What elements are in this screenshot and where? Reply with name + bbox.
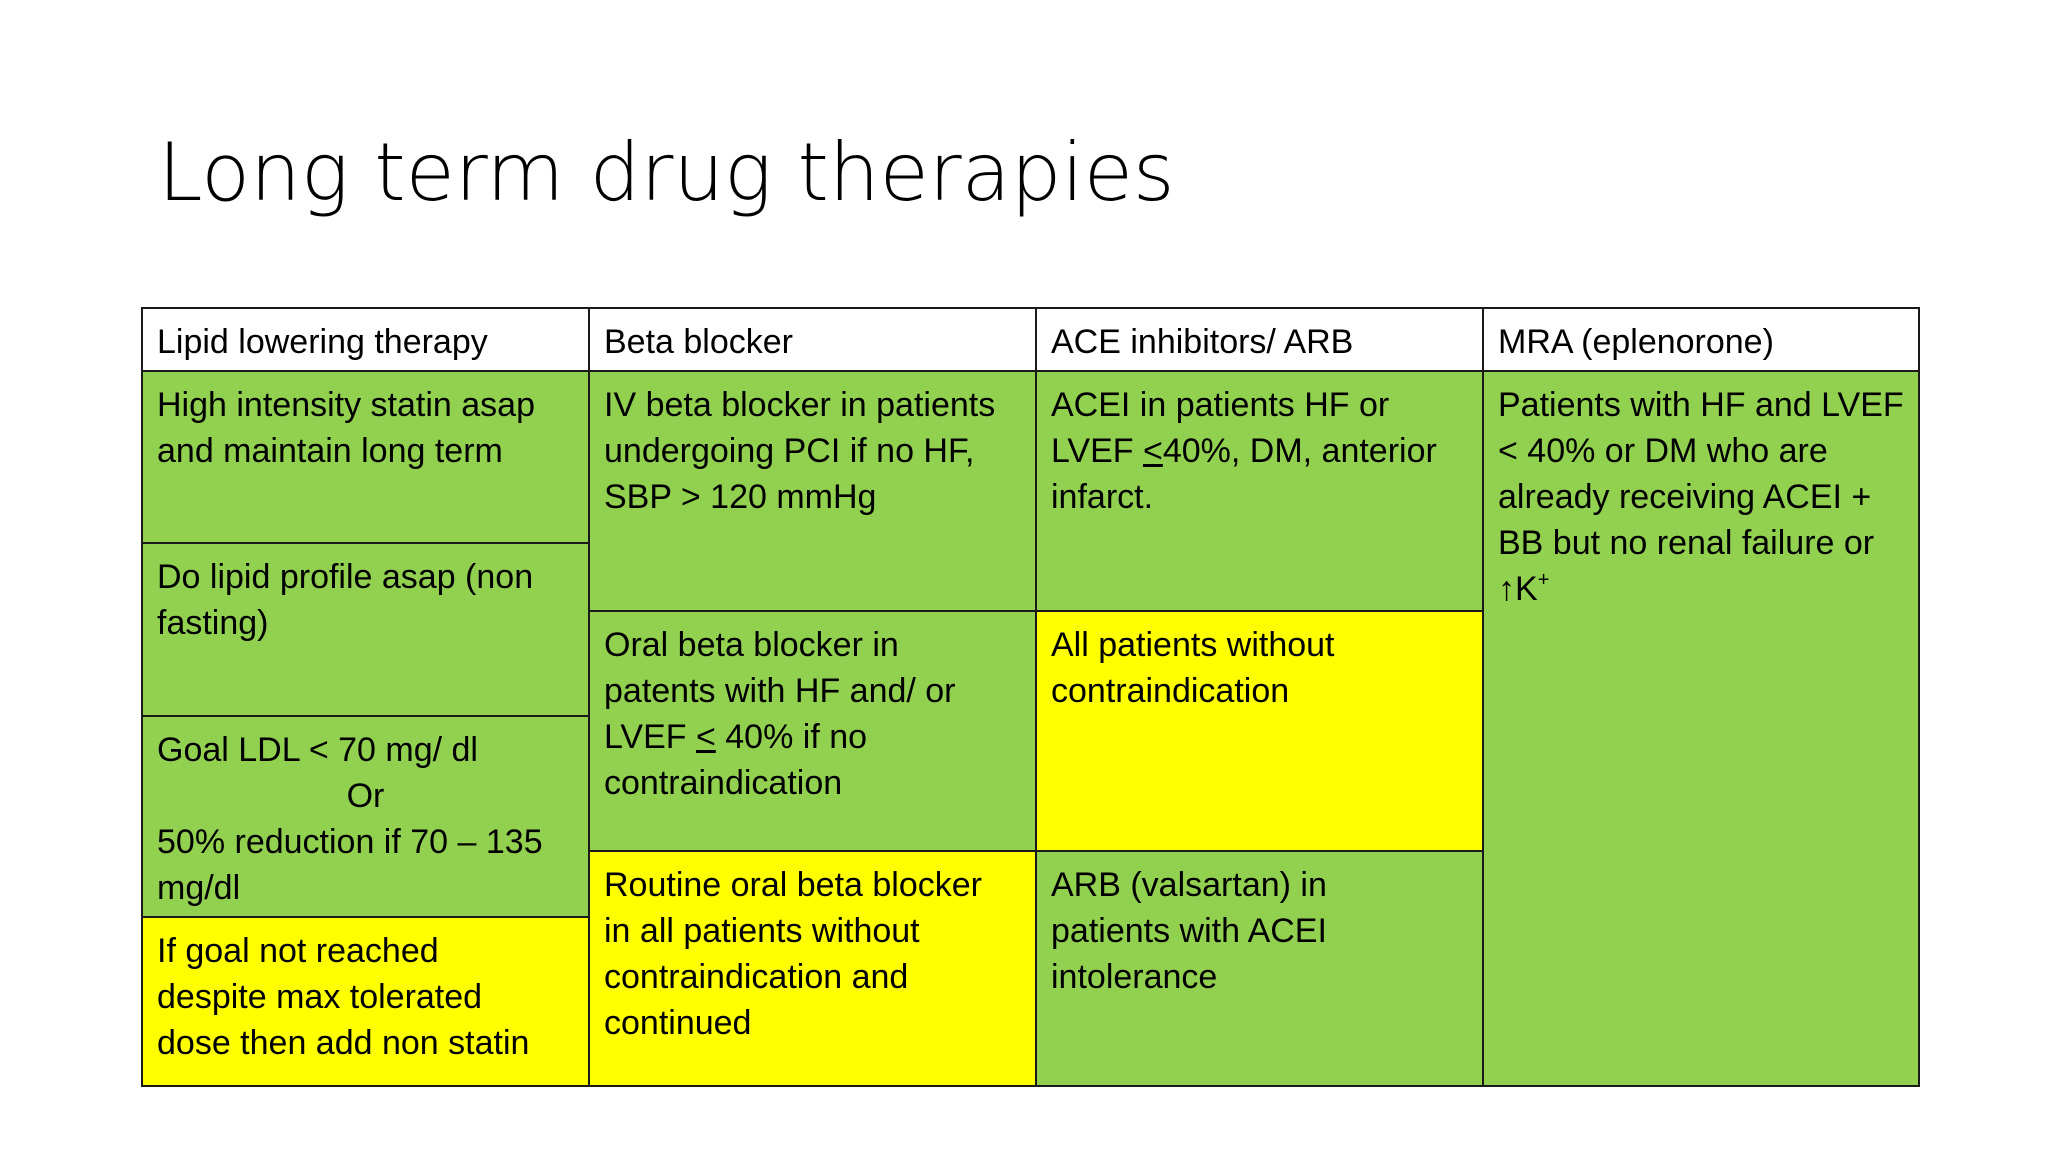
cell-text-line: patients with ACEI (1051, 912, 1327, 950)
cell-iv-beta-blocker (590, 372, 1037, 612)
cell-text-line: contraindication (604, 764, 843, 802)
superscript-plus: + (1537, 568, 1550, 591)
cell-text-line: continued (604, 1004, 752, 1042)
header-ace-label: ACE inhibitors/ ARB (1051, 323, 1354, 361)
cell-text-line: infarct. (1051, 478, 1154, 516)
cell-text-line-lvef (1051, 428, 1468, 474)
cell-text-line-lvef (604, 714, 1021, 760)
cell-text-line: fasting) (157, 604, 269, 642)
slide-title: Long term drug therapies (158, 126, 1175, 219)
cell-text-line: 50% reduction if 70 – 135 (157, 823, 543, 861)
up-arrow-potassium-text: ↑K (1498, 570, 1538, 608)
cell-all-patients-without-contraindication (1037, 612, 1484, 852)
cell-text-or: Or (346, 777, 385, 815)
cell-text-line: despite max tolerated (157, 978, 483, 1016)
cell-text-line: High intensity statin asap (157, 386, 535, 424)
cell-text-line: mg/dl (157, 869, 241, 907)
cell-text-line: intolerance (1051, 958, 1218, 996)
cell-text-line: If goal not reached (157, 932, 439, 970)
cell-text-line: < 40% or DM who are (1498, 432, 1828, 470)
text-fragment: LVEF (604, 718, 696, 756)
cell-high-intensity-statin (143, 372, 590, 544)
cell-acei-patients (1037, 372, 1484, 612)
therapy-table (141, 307, 1920, 1087)
text-fragment: 40% if no (715, 718, 868, 756)
cell-text-line: contraindication (1051, 672, 1290, 710)
header-lipid-lowering-therapy (143, 309, 590, 372)
cell-text-line-potassium (1498, 566, 1904, 612)
header-beta-label: Beta blocker (604, 323, 793, 361)
cell-text-line: Patients with HF and LVEF (1498, 386, 1904, 424)
cell-text-line: already receiving ACEI + (1498, 478, 1872, 516)
cell-text-line: ACEI in patients HF or (1051, 386, 1390, 424)
cell-text-line: ARB (valsartan) in (1051, 866, 1327, 904)
cell-text-line: SBP > 120 mmHg (604, 478, 877, 516)
less-equal-symbol: < (1142, 432, 1163, 470)
cell-text-line: All patients without (1051, 626, 1335, 664)
cell-text-line: dose then add non statin (157, 1024, 530, 1062)
cell-goal-ldl (143, 717, 590, 918)
cell-text-line: and maintain long term (157, 432, 503, 470)
header-lipid-label: Lipid lowering therapy (157, 323, 488, 361)
cell-arb-valsartan (1037, 852, 1484, 1085)
header-mra-label: MRA (eplenorone) (1498, 323, 1774, 361)
header-ace-inhibitors-arb (1037, 309, 1484, 372)
cell-oral-beta-blocker (590, 612, 1037, 852)
text-fragment: LVEF (1051, 432, 1143, 470)
cell-routine-oral-beta-blocker (590, 852, 1037, 1085)
cell-text-line: IV beta blocker in patients (604, 386, 996, 424)
cell-text-line: Oral beta blocker in (604, 626, 899, 664)
cell-text-line: patents with HF and/ or (604, 672, 956, 710)
cell-text-line: Routine oral beta blocker (604, 866, 983, 904)
cell-mra-patients (1484, 372, 1918, 1085)
cell-text-line: Goal LDL < 70 mg/ dl (157, 731, 478, 769)
cell-text-line: contraindication and (604, 958, 909, 996)
text-fragment: 40%, DM, anterior (1162, 432, 1437, 470)
cell-text-line: Do lipid profile asap (non (157, 558, 534, 596)
header-mra (1484, 309, 1918, 372)
header-beta-blocker (590, 309, 1037, 372)
cell-add-non-statin (143, 918, 590, 1085)
less-equal-symbol: < (695, 718, 716, 756)
cell-lipid-profile (143, 544, 590, 717)
cell-text-line: in all patients without (604, 912, 920, 950)
cell-text-line: undergoing PCI if no HF, (604, 432, 975, 470)
cell-text-line: BB but no renal failure or (1498, 524, 1875, 562)
